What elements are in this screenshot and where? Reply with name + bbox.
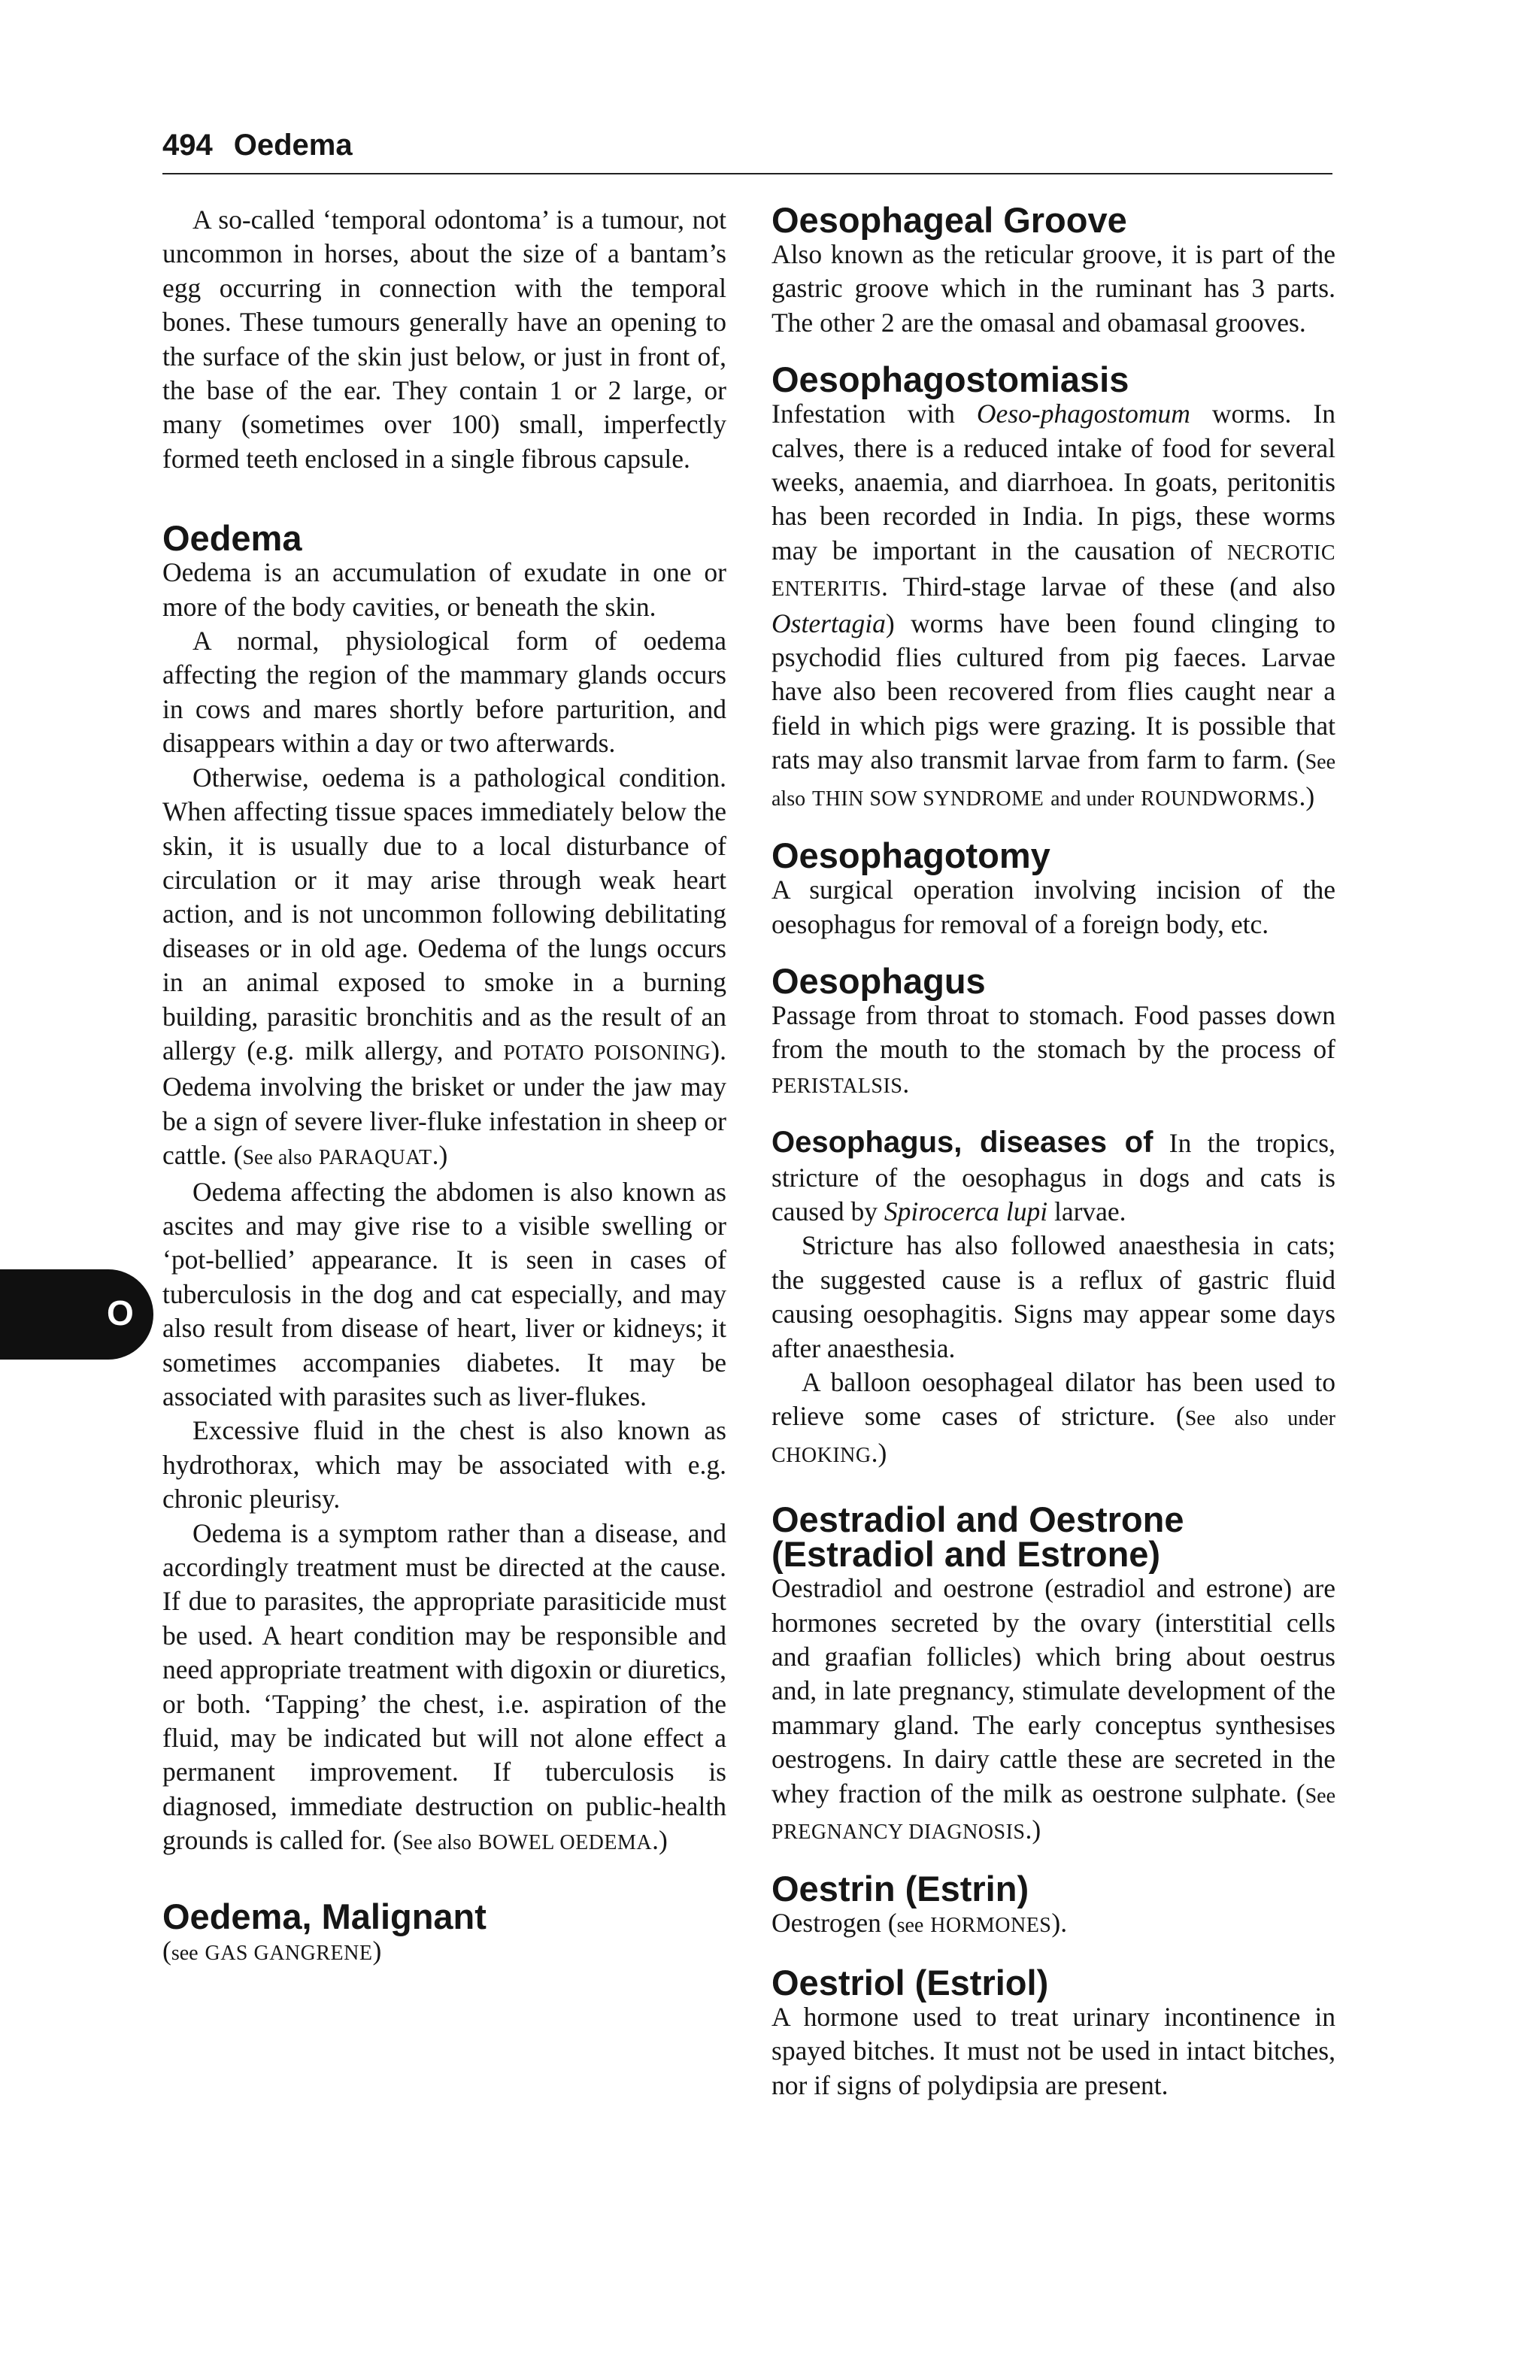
intro-paragraph: A so-called ‘temporal odontoma’ is a tumour, not uncommon in horses, about the size of a bantam’s egg occurring in connection with the temporal bones. These tumours generally have an opening to the surface of the skin just below, or just in front of, the base of the ear. They contain 1 or 2 large, or many (sometimes over 100) small, imperfectly formed teeth enclosed in a single fibrous capsule. bbox=[162, 205, 726, 474]
entry-title-oesophageal-groove: Oesophageal Groove bbox=[772, 200, 1127, 240]
entry-title-oestradiol: Oestradiol and Oestrone (Estradiol and Estrone) bbox=[772, 1499, 1184, 1575]
cross-ref-peristalsis: PERISTALSIS bbox=[772, 1074, 903, 1098]
see-also-under-label: See also under bbox=[1184, 1407, 1335, 1431]
entry-title-oestrin: Oestrin (Estrin) bbox=[772, 1869, 1029, 1909]
genus-spirocerca: Spirocerca lupi bbox=[884, 1196, 1048, 1226]
oedema-paragraph-2: A normal, physiological form of oedema affecting the region of the mammary glands occurs in cows and mares shortly before parturition, and disappears within a day or two afterwards. bbox=[162, 626, 726, 759]
entry-title-oedema-malignant: Oedema, Malignant bbox=[162, 1896, 487, 1936]
entry-title-oesophagotomy: Oesophagotomy bbox=[772, 835, 1050, 876]
entry-title-oesophagus: Oesophagus bbox=[772, 960, 986, 1001]
cross-ref-necrotic-enteritis: NECROTIC ENTERITIS bbox=[772, 541, 1335, 602]
see-also-label: See also bbox=[772, 750, 1335, 811]
header-rule bbox=[162, 173, 1332, 174]
entry-title-oesophagostomiasis: Oesophagostomiasis bbox=[772, 359, 1129, 400]
paren-open: ( bbox=[162, 1935, 171, 1966]
text-end: .) bbox=[1299, 781, 1315, 811]
oesophagus-diseases-paragraph-3 bbox=[772, 1366, 1335, 1472]
entry-title-oesophagus-diseases: Oesophagus, diseases of bbox=[772, 1126, 1153, 1160]
thumb-index-tab bbox=[0, 1269, 153, 1360]
oedema-p3-text: Otherwise, oedema is a pathological condition. When affecting tissue spaces immediately below the skin, it is usually due to a local disturbance of circulation or it may arise through weak heart action, and is not uncommon following debilitating diseases or in old age. Oedema of the lungs occurs in an animal exposed to smoke in a burning building, parasitic bronchitis and as the result of an allergy (e.g. milk allergy, and bbox=[162, 762, 726, 1066]
text-c: . Third-stage larvae of these (and also bbox=[881, 572, 1335, 602]
cross-ref-hormones: HORMONES bbox=[930, 1914, 1052, 1938]
thumb-index-letter: O bbox=[107, 1293, 134, 1332]
entry-title-oedema: Oedema bbox=[162, 518, 302, 559]
oedema-paragraph-6 bbox=[162, 1517, 726, 1860]
oesophagus-text-a: Passage from throat to stomach. Food passes down from the mouth to the stomach by the process of bbox=[772, 999, 1335, 1065]
right-column bbox=[772, 200, 1335, 2103]
left-column bbox=[162, 203, 726, 1970]
oestrin-text-end: ). bbox=[1051, 1908, 1068, 1939]
oedema-paragraph-4: Oedema affecting the abdomen is also known as ascites and may give rise to a visible swelling or ‘pot-bellied’ appearance. It is seen in cases of tuberculosis in the dog and cat especially, and may also result from disease of heart, liver or kidneys; it sometimes accompanies diabetes. It may be associated with parasites such as liver-flukes. bbox=[162, 1176, 726, 1411]
and-under-label: and under bbox=[1050, 787, 1135, 811]
oestriol-text: A hormone used to treat urinary incontinence in spayed bitches. It must not be used in intact bitches, nor if signs of polydipsia are present. bbox=[772, 2001, 1335, 2100]
oestrin-text bbox=[772, 1906, 1335, 1942]
oesophagus-diseases-paragraph-2: Stricture has also followed anaesthesia in cats; the suggested cause is a reflux of gastric fluid causing oesophagitis. Signs may appear some days after anaesthesia. bbox=[772, 1230, 1335, 1363]
oestradiol-text-end: .) bbox=[1025, 1815, 1041, 1845]
paren-close: ) bbox=[372, 1935, 382, 1966]
oedema-paragraph-1: Oedema is an accumulation of exudate in one or more of the body cavities, or beneath the skin. bbox=[162, 557, 726, 622]
page-number: 494 bbox=[162, 129, 213, 162]
cross-ref-paraquat: PARAQUAT bbox=[318, 1146, 432, 1170]
diseases-p1-end: larvae. bbox=[1047, 1196, 1126, 1226]
oesophagostomiasis-text bbox=[772, 397, 1335, 816]
oestradiol-text bbox=[772, 1572, 1335, 1849]
diseases-p1-text: In the tropics, stricture of the oesophagus in dogs and cats is caused by bbox=[772, 1128, 1335, 1226]
cross-ref-choking: CHOKING bbox=[772, 1443, 872, 1467]
see-also-label: See also bbox=[402, 1831, 471, 1855]
oesophagus-text-end: . bbox=[902, 1068, 910, 1099]
cross-ref-roundworms: ROUNDWORMS bbox=[1141, 787, 1299, 811]
see-label: see bbox=[896, 1914, 924, 1938]
entry-title-oestriol: Oestriol (Estriol) bbox=[772, 1962, 1049, 2003]
text-a: Infestation with bbox=[772, 399, 977, 429]
oedema-p3-text-b: ). Oedema involving the brisket or under the jaw may be a sign of severe liver-fluke infestation in sheep or cattle. ( bbox=[162, 1035, 726, 1171]
cross-ref-gas-gangrene: GAS GANGRENE bbox=[205, 1941, 373, 1965]
running-title: Oedema bbox=[233, 129, 353, 162]
oedema-malignant-text bbox=[162, 1934, 726, 1970]
see-also-label: See also bbox=[242, 1146, 312, 1170]
text-b: worms. In calves, there is a reduced intake of food for several weeks, anaemia, and diarrhoea. In goats, peritonitis has been recorded in India. In pigs, these worms may be important in the causation of bbox=[772, 399, 1335, 565]
oedema-paragraph-3 bbox=[162, 761, 726, 1175]
see-label: See bbox=[1305, 1784, 1335, 1808]
text-d: ) worms have been found clinging to psychodid flies cultured from pig faeces. Larvae have also been recovered from flies caught near a field in which pigs were grazing. It is possible that rats may also transmit larvae from farm to farm. ( bbox=[772, 608, 1335, 775]
oesophagotomy-text: A surgical operation involving incision of the oesophagus for removal of a foreign body, etc. bbox=[772, 875, 1335, 939]
see-label: see bbox=[171, 1941, 199, 1965]
genus-oesophagostomum: Oeso-phagostomum bbox=[976, 399, 1190, 429]
oesophageal-groove-text: Also known as the reticular groove, it is part of the gastric groove which in the ruminant has 3 parts. The other 2 are the omasal and obamasal grooves. bbox=[772, 239, 1335, 338]
oedema-p3-end: .) bbox=[432, 1140, 448, 1171]
oesophagus-text bbox=[772, 999, 1335, 1103]
cross-ref-potato-poisoning: POTATO POISONING bbox=[503, 1041, 711, 1065]
oedema-paragraph-5: Excessive fluid in the chest is also known as hydrothorax, which may be associated with e.g. chronic pleurisy. bbox=[162, 1415, 726, 1514]
oesophagus-diseases-paragraph-1 bbox=[772, 1126, 1335, 1229]
cross-ref-thin-sow-syndrome: THIN SOW SYNDROME bbox=[811, 787, 1044, 811]
running-head bbox=[162, 126, 1335, 164]
cross-ref-bowel-oedema: BOWEL OEDEMA bbox=[477, 1831, 653, 1855]
oestradiol-text-a: Oestradiol and oestrone (estradiol and estrone) are hormones secreted by the ovary (interstitial cells and graafian follicles) which bring about oestrus and, in late pregnancy, stimulate development of the mammary gland. The early conceptus synthesises oestrogens. In dairy cattle these are secreted in the whey fraction of the milk as oestrone sulphate. ( bbox=[772, 1573, 1335, 1808]
diseases-p3-text: A balloon oesophageal dilator has been used to relieve some cases of stricture. ( bbox=[772, 1366, 1335, 1432]
oedema-p6-text: Oedema is a symptom rather than a disease, and accordingly treatment must be directed at the cause. If due to parasites, the appropriate parasiticide must be used. A heart condition may be responsible and need appropriate treatment with digoxin or diuretics, or both. ‘Tapping’ the chest, i.e. aspiration of the fluid, may be indicated but will not alone effect a permanent improvement. If tuberculosis is diagnosed, immediate destruction on public-health grounds is called for. ( bbox=[162, 1517, 726, 1856]
oedema-p6-end: .) bbox=[652, 1825, 668, 1856]
genus-ostertagia: Ostertagia bbox=[772, 608, 886, 638]
oestrin-text-a: Oestrogen ( bbox=[772, 1908, 897, 1939]
diseases-p3-end: .) bbox=[871, 1437, 887, 1468]
cross-ref-pregnancy-diagnosis: PREGNANCY DIAGNOSIS bbox=[772, 1821, 1026, 1845]
